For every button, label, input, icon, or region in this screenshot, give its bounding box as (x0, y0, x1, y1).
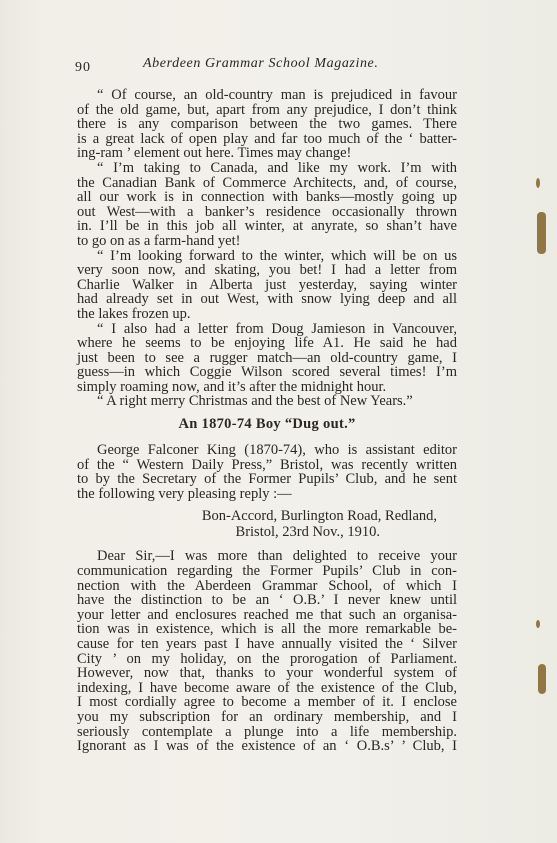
text-line: the following very pleasing reply :— (77, 485, 292, 502)
section-heading: An 1870-74 Boy “Dug out.” (178, 416, 356, 433)
text-line: the lakes frozen up. (77, 305, 191, 322)
ink-spot (538, 664, 546, 694)
text-line: cause for ten years past I have annually visited the ‘ Silver (77, 636, 457, 652)
text-line: just been to see a rugger match—an old-country game, I (77, 349, 457, 366)
text-line: guess—in which Coggie Wilson scored several times! I’m (77, 364, 457, 381)
text-line: in. I’ll be in this job all winter, at anyrate, so shan’t have (77, 218, 457, 235)
text-line: tion was in existence, which is all the more remarkable be- (77, 621, 457, 638)
text-line: of the “ Western Daily Press,” Bristol, was recently written (77, 456, 457, 473)
ink-spot (536, 620, 540, 628)
text-line: “ A right merry Christmas and the best of New Years.” (97, 393, 413, 410)
page-number: 90 (75, 60, 91, 75)
body-text (77, 88, 457, 754)
ink-spot (537, 212, 546, 254)
page-header-title: Aberdeen Grammar School Magazine. (143, 56, 379, 71)
text-line: Dear Sir,—I was more than delighted to receive your (97, 548, 457, 565)
address-line: Bristol, 23rd Nov., 1910. (235, 524, 380, 541)
ink-spot (536, 178, 540, 188)
text-line: very soon now, and skating, you bet! I had a letter from (77, 262, 457, 279)
running-head (75, 56, 475, 76)
text-line: is a great lack of open play and far too much of the ‘ batter- (77, 130, 457, 147)
text-line: out West—with a banker’s residence occasionally thrown (77, 203, 457, 220)
paragraph-old-game (77, 88, 457, 161)
paragraph-christmas (77, 394, 457, 409)
text-line: nection with the Aberdeen Grammar School, of which I (77, 577, 457, 594)
paragraph-winter (77, 249, 457, 322)
text-line: communication regarding the Former Pupils’ Club in con- (77, 563, 457, 580)
text-line: where he seems to be enjoying life A1. He said he had (77, 335, 457, 352)
text-line: to go on as a farm-hand yet! (77, 232, 241, 249)
text-line: Ignorant as I was of the existence of an ‘ O.B.s’ ’ Club, I (77, 738, 457, 755)
text-line: “ I’m looking forward to the winter, which will be on us (97, 247, 457, 264)
paragraph-canada (77, 161, 457, 249)
text-line: your letter and enclosures reached me that such an organisa- (77, 606, 457, 623)
text-line: had already set in out West, with snow lying deep and all (77, 291, 457, 308)
text-line: However, now that, thanks to your wonderful system of (77, 665, 457, 682)
text-line: ing-ram ’ element out here. Times may change! (77, 145, 352, 162)
text-line: Charlie Walker in Alberta just yesterday, saying winter (77, 276, 457, 293)
text-line: I most cordially agree to become a member of it. I enclose (77, 694, 457, 711)
text-line: simply roaming now, and it’s after the midnight hour. (77, 378, 387, 395)
text-line: “ I’m taking to Canada, and like my work. I’m with (97, 159, 457, 176)
text-line: the Canadian Bank of Commerce Architects, and, of course, (77, 174, 457, 191)
paragraph-letter (77, 549, 457, 753)
address-line: Bon-Accord, Burlington Road, Redland, (201, 508, 437, 525)
text-line: of the old game, but, apart from any prejudice, I don’t think (77, 101, 457, 118)
text-line: George Falconer King (1870-74), who is assistant editor (97, 442, 457, 459)
text-line: City ’ on my holiday, on the prorogation of Parliament. (77, 650, 457, 667)
text-line: you my subscription for an ordinary membership, and I (77, 708, 457, 725)
text-line: indexing, I have become aware of the existence of the Club, (77, 679, 457, 696)
letter-address (77, 509, 457, 541)
text-line: “ I also had a letter from Doug Jamieson in Vancouver, (97, 320, 457, 337)
text-line: seriously contemplate a plunge into a life membership. (77, 723, 457, 740)
text-line: have the distinction to be an ‘ O.B.’ I never knew until (77, 592, 457, 609)
paragraph-vancouver (77, 322, 457, 395)
text-line: to by the Secretary of the Former Pupils’ Club, and he sent (77, 471, 457, 488)
text-line: “ Of course, an old-country man is prejudiced in favour (97, 87, 457, 103)
text-line: all our work is in connection with banks—mostly going up (77, 189, 457, 206)
text-line: there is any comparison between the two games. There (77, 116, 457, 133)
paragraph-king-intro (77, 443, 457, 501)
